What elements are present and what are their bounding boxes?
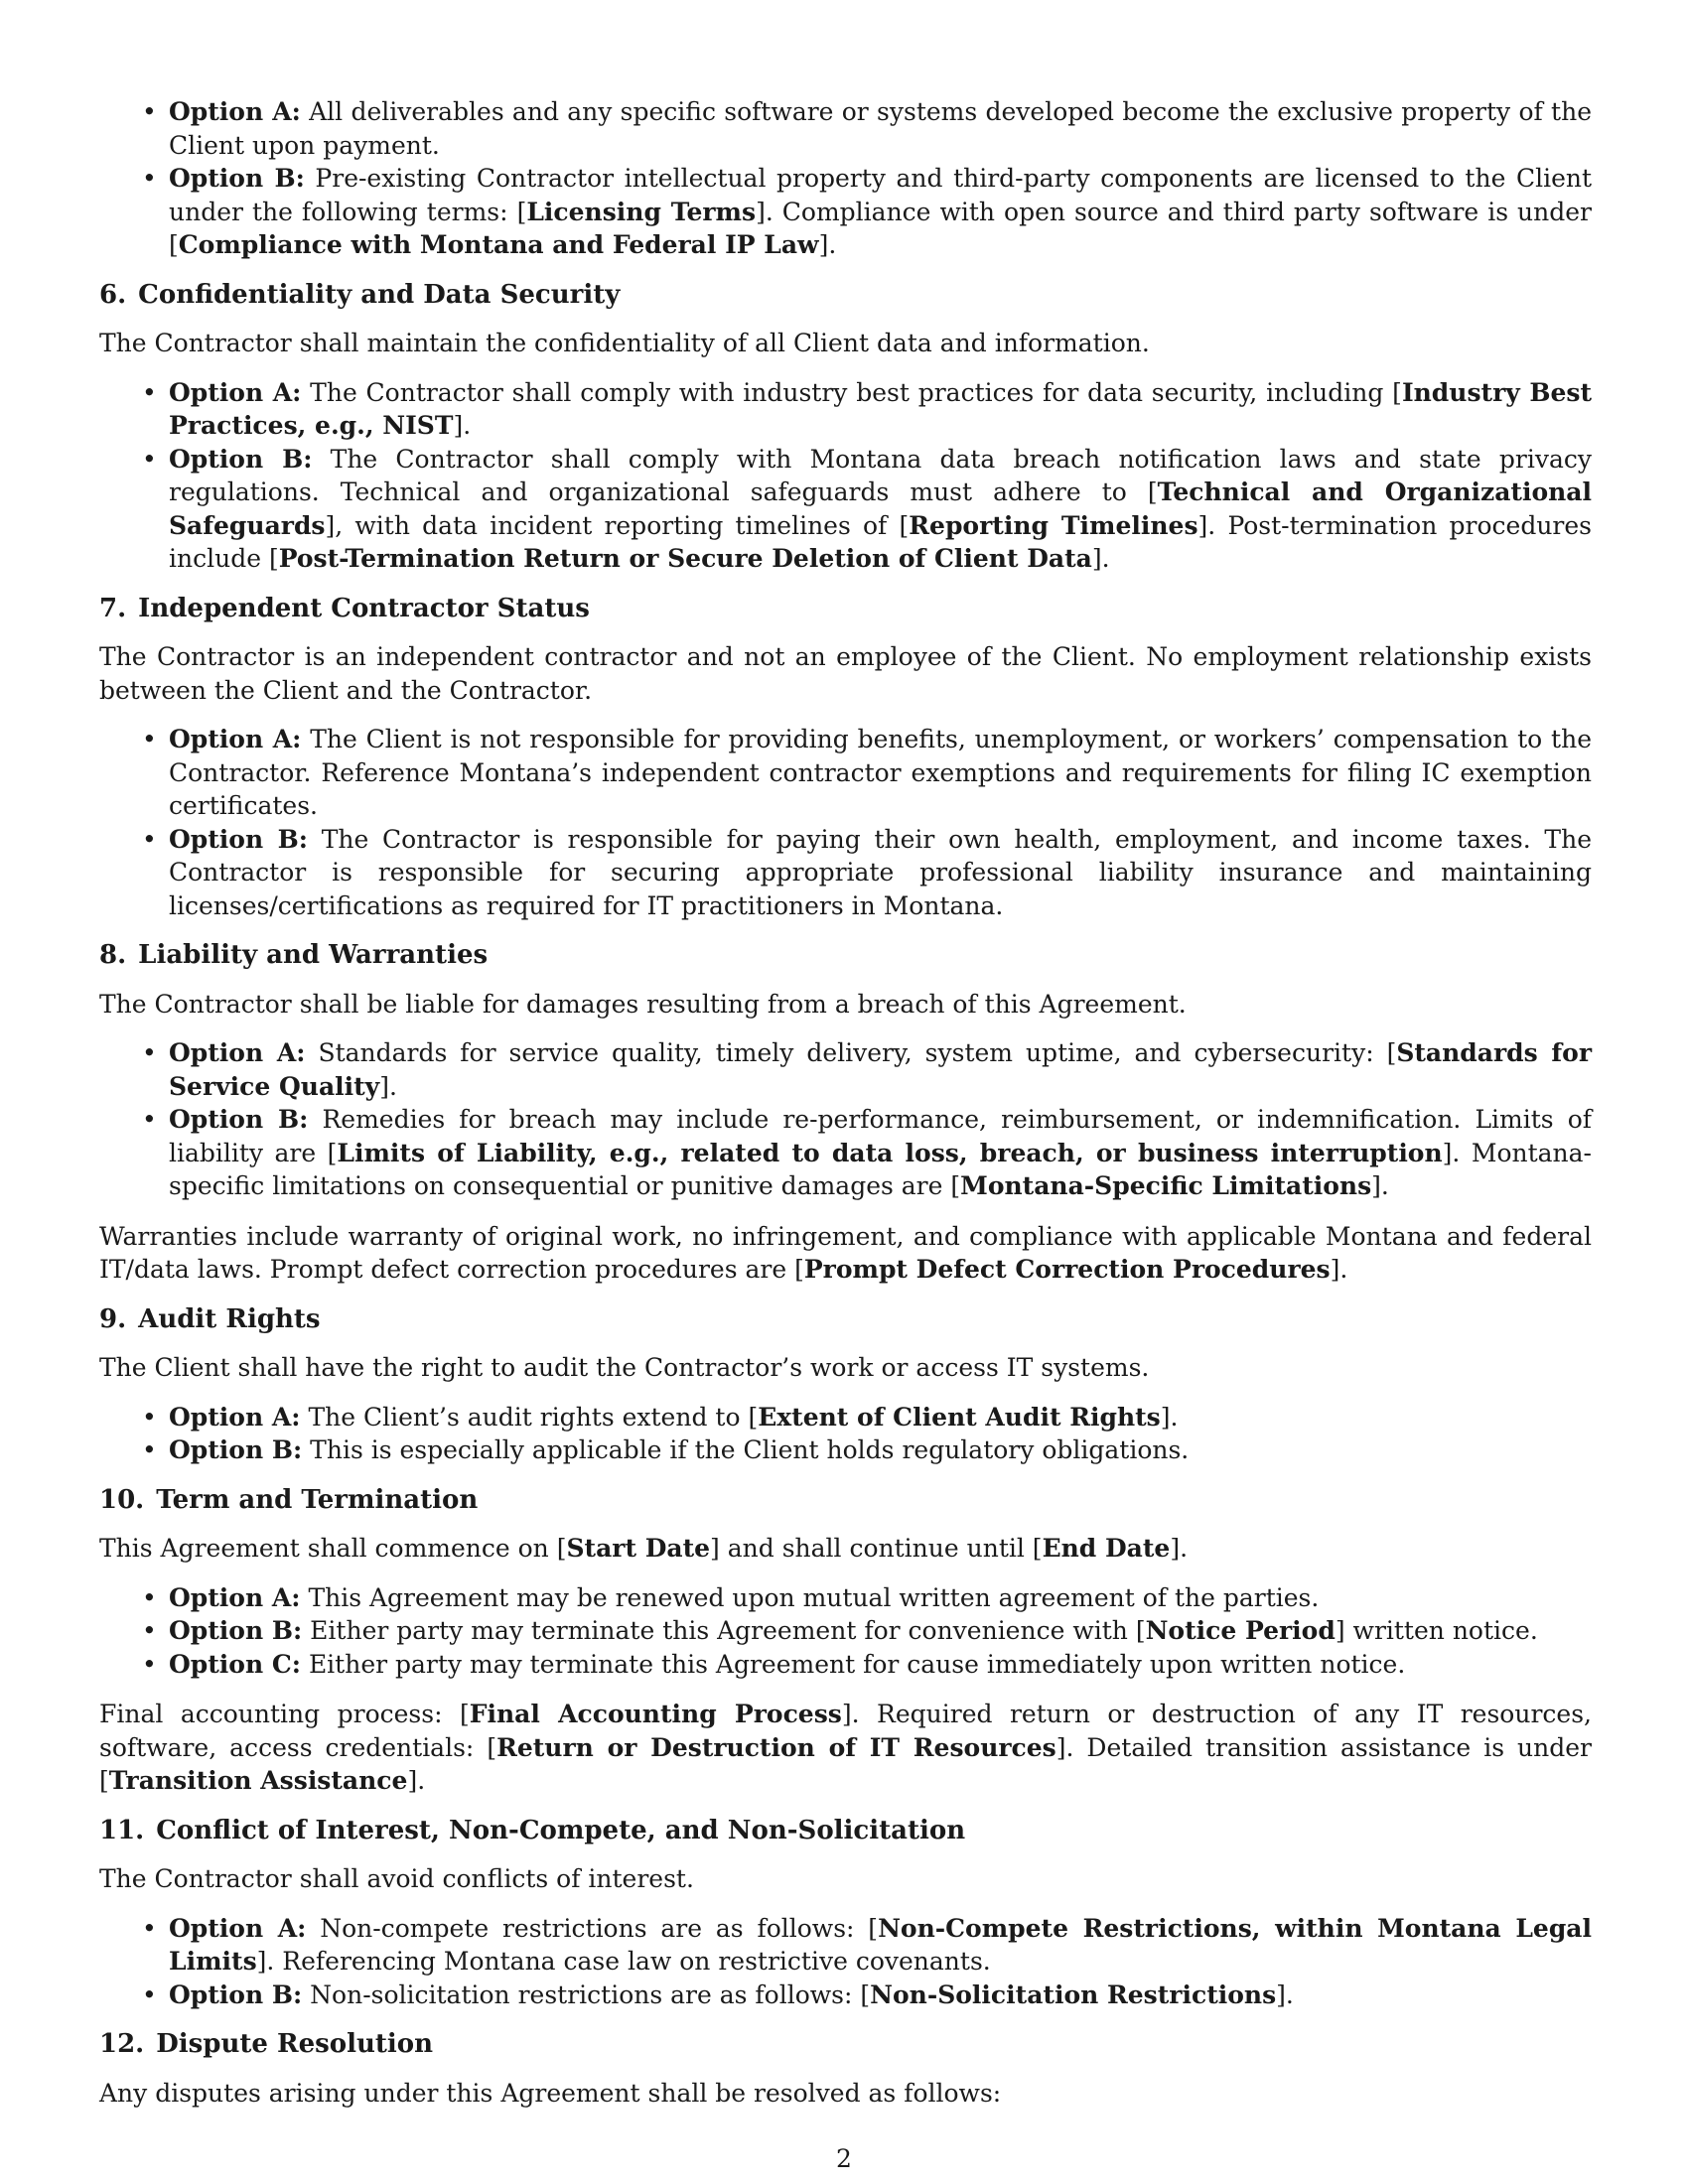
option-text: This is especially applicable if the Client holds regulatory obligations.	[310, 1435, 1190, 1464]
section-heading	[99, 1303, 1592, 1337]
paragraph-text: ] and shall continue until [	[710, 1534, 1043, 1563]
section-heading	[99, 939, 1592, 973]
option-label: Option A:	[169, 1582, 301, 1612]
section-number: 9.	[99, 1303, 127, 1334]
option-text: ]. Referencing Montana case law on restrictive covenants.	[256, 1947, 991, 1976]
list-item	[169, 1912, 1592, 1979]
paragraph-text: ].	[1170, 1534, 1189, 1563]
list-item	[169, 1433, 1592, 1467]
paragraph-text: Final accounting process: [	[99, 1700, 470, 1728]
paragraph: The Contractor shall be liable for damages resulting from a breach of this Agreement.	[99, 989, 1187, 1019]
placeholder-term: Notice Period	[1145, 1616, 1336, 1645]
option-text: This Agreement may be renewed upon mutual written agreement of the parties.	[308, 1582, 1320, 1612]
option-text: ].	[1160, 1402, 1179, 1432]
option-label: Option A:	[169, 1913, 307, 1943]
placeholder-term: Montana-Specific Limitations	[960, 1171, 1372, 1200]
section-title: Dispute Resolution	[156, 2029, 434, 2059]
placeholder-term: Post-Termination Return or Secure Deletion of Client Data	[278, 544, 1092, 573]
section-number: 10.	[99, 1484, 145, 1515]
section-9-options	[99, 1401, 1592, 1467]
section-heading	[99, 1815, 1592, 1848]
placeholder-term: Non-Compete Restrictions, within Montana Legal Limits	[169, 1913, 1592, 1976]
option-text: The Client’s audit rights extend to [	[308, 1402, 759, 1432]
option-label: Option B:	[169, 1979, 303, 2009]
option-text: The Contractor is responsible for paying their own health, employment, and income taxes. The Contractor is responsible for securing appropriate professional liability insurance and maintaining licenses/certifications as required for IT practitioners in Montana.	[169, 824, 1592, 920]
section-heading	[99, 1484, 1592, 1518]
list-item	[169, 1036, 1592, 1103]
paragraph-text: ]. Required return or destruction of any IT resources, software, access credentials: [	[99, 1700, 1592, 1762]
section-5-options	[99, 95, 1592, 262]
placeholder-term: Reporting Timelines	[909, 510, 1198, 540]
section-title: Term and Termination	[156, 1484, 479, 1515]
paragraph: Any disputes arising under this Agreement shall be resolved as follows:	[99, 2078, 1002, 2108]
section-number: 12.	[99, 2029, 145, 2059]
paragraph	[99, 1698, 1592, 1798]
list-item	[169, 723, 1592, 823]
option-text: The Client is not responsible for providing benefits, unemployment, or workers’ compensation to the Contractor. Reference Montana’s independent contractor exemptions and requirements for filing IC exemption certificates.	[169, 725, 1593, 820]
placeholder-term: Non-Solicitation Restrictions	[870, 1979, 1277, 2009]
paragraph-text: ].	[407, 1766, 426, 1795]
document-page	[99, 95, 1592, 2125]
placeholder-term: Industry Best Practices, e.g., NIST	[169, 377, 1593, 440]
placeholder-term: Standards for Service Quality	[169, 1038, 1593, 1101]
option-label: Option B:	[169, 1435, 303, 1464]
option-text: Non-compete restrictions are as follows: [	[320, 1913, 879, 1943]
option-label: Option A:	[169, 1038, 306, 1067]
section-number: 8.	[99, 940, 127, 970]
placeholder-term: Final Accounting Process	[469, 1700, 842, 1728]
section-title: Independent Contractor Status	[138, 593, 590, 623]
option-text: ].	[379, 1071, 397, 1101]
placeholder-term: Compliance with Montana and Federal IP Law	[178, 230, 819, 259]
section-6-options	[99, 376, 1592, 576]
option-text: Either party may terminate this Agreement for cause immediately upon written notice.	[308, 1649, 1406, 1679]
placeholder-term: End Date	[1042, 1534, 1171, 1563]
page-number: 2	[836, 2144, 852, 2173]
paragraph: The Contractor shall maintain the confidentiality of all Client data and information.	[99, 329, 1150, 357]
option-text: Remedies for breach may include re-performance, reimbursement, or indemnification. Limits of liability are [	[169, 1105, 1593, 1167]
paragraph	[99, 1532, 1592, 1566]
placeholder-term: Technical and Organizational Safeguards	[169, 478, 1592, 540]
option-label: Option A:	[169, 1402, 301, 1432]
paragraph: The Contractor shall avoid conflicts of interest.	[99, 1864, 694, 1893]
paragraph-text: ].	[1330, 1255, 1348, 1284]
option-text: ].	[1091, 544, 1110, 573]
section-8-options	[99, 1036, 1592, 1203]
option-text: ].	[818, 230, 837, 259]
paragraph-text: ]. Detailed transition assistance is under [	[99, 1732, 1592, 1795]
list-item	[169, 443, 1592, 576]
section-11-options	[99, 1912, 1592, 2012]
option-label: Option A:	[169, 97, 301, 126]
option-text: ]. Montana-specific limitations on consequential or punitive damages are [	[169, 1138, 1592, 1200]
option-label: Option B:	[169, 1616, 303, 1645]
option-text: ], with data incident reporting timelines of [	[325, 510, 910, 540]
section-heading	[99, 279, 1592, 313]
section-title: Liability and Warranties	[138, 940, 489, 970]
paragraph: The Client shall have the right to audit the Contractor’s work or access IT systems.	[99, 1353, 1150, 1382]
option-text: ].	[1371, 1171, 1389, 1200]
option-text: The Contractor shall comply with industry best practices for data security, including [	[310, 377, 1402, 407]
option-text: Either party may terminate this Agreement for convenience with [	[310, 1616, 1146, 1645]
section-heading	[99, 2028, 1592, 2062]
list-item	[169, 1581, 1592, 1615]
paragraph: The Contractor is an independent contractor and not an employee of the Client. No employment relationship exists between the Client and the Contractor.	[99, 642, 1592, 705]
option-label: Option B:	[169, 164, 305, 193]
section-number: 6.	[99, 279, 127, 310]
list-item	[169, 1979, 1592, 2012]
list-item	[169, 376, 1592, 443]
paragraph-text: Warranties include warranty of original work, no infringement, and compliance with applicable Montana and federal IT/data laws. Prompt defect correction procedures are [	[99, 1221, 1592, 1284]
section-7-options	[99, 723, 1592, 922]
option-text: All deliverables and any specific software or systems developed become the exclusive property of the Client upon payment.	[169, 97, 1592, 160]
option-text: ]. Post-termination procedures include [	[169, 510, 1593, 573]
placeholder-term: Licensing Terms	[526, 197, 757, 226]
list-item	[169, 95, 1592, 162]
option-text: Non-solicitation restrictions are as follows: [	[310, 1979, 871, 2009]
option-text: ] written notice.	[1335, 1616, 1538, 1645]
option-text: ]. Compliance with open source and third party software is under [	[169, 197, 1593, 259]
placeholder-term: Return or Destruction of IT Resources	[496, 1732, 1056, 1762]
option-label: Option A:	[169, 725, 302, 753]
option-text: Standards for service quality, timely delivery, system uptime, and cybersecurity: [	[318, 1038, 1397, 1067]
placeholder-term: Limits of Liability, e.g., related to data loss, breach, or business interruption	[337, 1138, 1443, 1167]
option-text: Pre-existing Contractor intellectual property and third-party components are licensed to the Client under the following terms: [	[169, 164, 1593, 226]
list-item	[169, 1648, 1592, 1682]
placeholder-term: Transition Assistance	[108, 1766, 408, 1795]
option-label: Option B:	[169, 824, 308, 854]
paragraph-text: This Agreement shall commence on [	[99, 1534, 567, 1563]
section-title: Audit Rights	[138, 1303, 321, 1334]
section-heading	[99, 593, 1592, 626]
placeholder-term: Extent of Client Audit Rights	[758, 1402, 1161, 1432]
section-number: 7.	[99, 593, 127, 623]
placeholder-term: Start Date	[566, 1534, 711, 1563]
section-number: 11.	[99, 1815, 145, 1845]
list-item	[169, 823, 1592, 923]
option-label: Option B:	[169, 1105, 309, 1134]
section-10-options	[99, 1581, 1592, 1682]
paragraph	[99, 1220, 1592, 1287]
option-label: Option C:	[169, 1649, 301, 1679]
option-text: The Contractor shall comply with Montana data breach notification laws and state privacy regulations. Technical and organizational safeguards must adhere to [	[169, 444, 1592, 506]
option-text: ].	[453, 411, 472, 440]
list-item	[169, 162, 1592, 262]
list-item	[169, 1614, 1592, 1648]
placeholder-term: Prompt Defect Correction Procedures	[803, 1255, 1331, 1284]
option-label: Option A:	[169, 377, 302, 407]
list-item	[169, 1401, 1592, 1434]
option-text: ].	[1276, 1979, 1294, 2009]
section-title: Confidentiality and Data Security	[138, 279, 621, 310]
list-item	[169, 1103, 1592, 1203]
option-label: Option B:	[169, 444, 313, 474]
section-title: Conflict of Interest, Non-Compete, and Non-Solicitation	[156, 1815, 966, 1845]
